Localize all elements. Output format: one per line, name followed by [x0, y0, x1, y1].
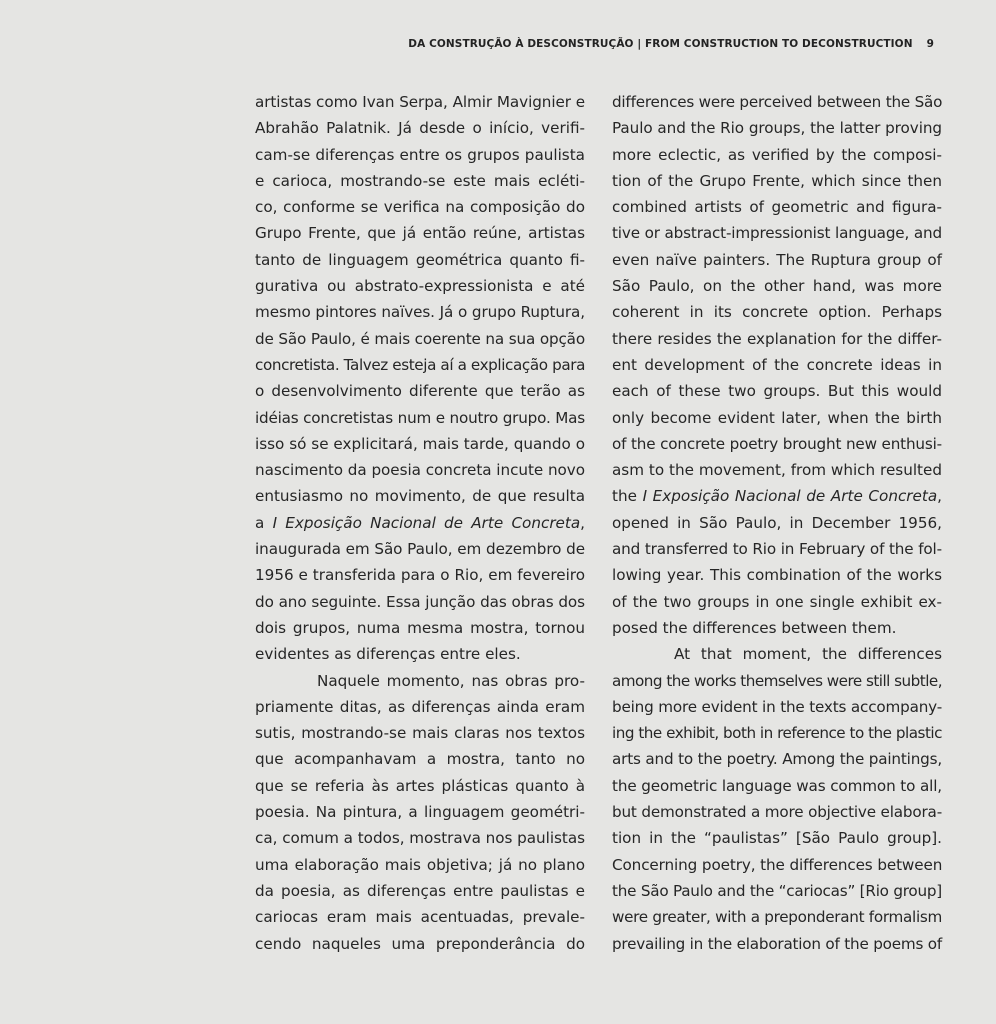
text-line: Paulo and the Rio groups, the latter proving — [612, 119, 943, 138]
text-line: tion in the “paulistas” [São Paulo group]. — [612, 829, 942, 848]
text-line: only become evident later, when the birth — [612, 408, 942, 427]
text-line: cendo naqueles uma preponderância do — [255, 934, 585, 953]
text-line: de São Paulo, é mais coerente na sua opção — [255, 329, 585, 348]
text-line: entusiasmo no movimento, de que resulta — [255, 487, 585, 506]
text-line: cam-se diferenças entre os grupos paulista — [255, 145, 585, 164]
text-line: and transferred to Rio in February of the fol- — [612, 540, 942, 559]
text-line: ent development of the concrete ideas in — [612, 355, 942, 374]
text-line: artistas como Ivan Serpa, Almir Mavignier e — [255, 93, 586, 111]
text-line: Abrahão Palatnik. Já desde o início, verifi- — [255, 119, 585, 138]
line-prefix: a — [255, 513, 273, 532]
text-line: São Paulo, on the other hand, was more — [612, 277, 942, 296]
running-header — [408, 38, 934, 50]
text-line: cariocas eram mais acentuadas, prevale- — [255, 908, 585, 927]
text-line: the São Paulo and the “cariocas” [Rio group] — [612, 881, 942, 900]
line-suffix: , — [937, 487, 942, 506]
text-line: prevailing in the elaboration of the poems of — [612, 934, 942, 953]
text-line: differences were perceived between the São — [612, 93, 943, 111]
text-line: gurativa ou abstrato-expressionista e até — [255, 277, 585, 296]
text-line: co, conforme se verifica na composição do — [255, 198, 585, 217]
text-line: arts and to the poetry. Among the paintings, — [612, 750, 942, 769]
text-line: but demonstrated a more objective elabora- — [612, 803, 942, 822]
english-column — [612, 89, 942, 957]
text-line: tanto de linguagem geométrica quanto fi- — [255, 250, 585, 269]
text-line: uma elaboração mais objetiva; já no plano — [255, 855, 585, 874]
text-line: among the works themselves were still subtle, — [612, 671, 943, 690]
text-line: asm to the movement, from which resulted — [612, 461, 942, 480]
paragraph-last-line: posed the differences between them. — [612, 618, 897, 637]
text-line: even naïve painters. The Ruptura group of — [612, 250, 942, 269]
exhibition-title: I Exposição Nacional de Arte Concreta — [272, 513, 581, 532]
text-line: dois grupos, numa mesma mostra, tornou — [255, 618, 585, 637]
text-line: ca, comum a todos, mostrava nos paulistas — [255, 829, 585, 848]
text-line: opened in São Paulo, in December 1956, — [612, 513, 942, 532]
line-suffix: , — [580, 513, 585, 532]
text-line: lowing year. This combination of the works — [612, 566, 942, 585]
text-line: each of these two groups. But this would — [612, 382, 942, 401]
text-line: of the two groups in one single exhibit ex- — [612, 592, 942, 611]
paragraph-first-line: Naquele momento, nas obras pro- — [317, 671, 585, 690]
text-line: being more evident in the texts accompany- — [612, 697, 942, 716]
text-line: there resides the explanation for the differ- — [612, 329, 942, 348]
text-line: ing the exhibit, both in reference to the plastic — [612, 724, 942, 743]
text-line: nascimento da poesia concreta incute novo — [255, 461, 585, 480]
page-number: 9 — [926, 38, 934, 50]
text-line: tion of the Grupo Frente, which since then — [612, 171, 942, 190]
text-line: inaugurada em São Paulo, em dezembro de — [255, 540, 586, 559]
text-line: Concerning poetry, the differences between — [612, 855, 943, 874]
text-line: combined artists of geometric and figura- — [612, 198, 942, 217]
line-prefix: the — [612, 487, 643, 506]
text-line: tive or abstract-impressionist language, and — [612, 224, 942, 243]
text-line-exhibition-title — [612, 483, 942, 509]
text-line: o desenvolvimento diferente que terão as — [255, 382, 585, 401]
text-line: e carioca, mostrando-se este mais ecléti- — [255, 171, 585, 190]
text-line: idéias concretistas num e noutro grupo. Mas — [255, 408, 585, 427]
text-line: da poesia, as diferenças entre paulistas e — [255, 881, 585, 900]
text-line: que se referia às artes plásticas quanto à — [255, 776, 585, 795]
text-line: concretista. Talvez esteja aí a explicação para — [255, 355, 585, 374]
running-title: DA CONSTRUÇÃO À DESCONSTRUÇÃO | FROM CONSTRUCTION TO DECONSTRUCTION — [408, 38, 913, 50]
text-line: more eclectic, as verified by the composi- — [612, 145, 942, 164]
text-line: que acompanhavam a mostra, tanto no — [255, 750, 585, 769]
text-line: do ano seguinte. Essa junção das obras dos — [255, 592, 586, 611]
text-line-exhibition-title — [255, 510, 585, 536]
portuguese-column — [255, 89, 585, 957]
text-line: poesia. Na pintura, a linguagem geométri- — [255, 803, 585, 822]
paragraph-first-line: At that moment, the differences — [674, 645, 942, 664]
text-line: coherent in its concrete option. Perhaps — [612, 303, 942, 322]
text-line: Grupo Frente, que já então reúne, artistas — [255, 224, 585, 243]
exhibition-title: I Exposição Nacional de Arte Concreta — [642, 487, 938, 506]
text-line: the geometric language was common to all, — [612, 776, 942, 795]
text-line: mesmo pintores naïves. Já o grupo Ruptura, — [255, 303, 585, 322]
text-line: were greater, with a preponderant formalism — [612, 908, 943, 927]
text-line: sutis, mostrando-se mais claras nos textos — [255, 724, 585, 743]
paragraph-last-line: evidentes as diferenças entre eles. — [255, 645, 521, 664]
text-line: of the concrete poetry brought new enthusi- — [612, 434, 942, 453]
text-line: 1956 e transferida para o Rio, em fevereiro — [255, 566, 585, 585]
text-line: isso só se explicitará, mais tarde, quando o — [255, 434, 585, 453]
text-line: priamente ditas, as diferenças ainda eram — [255, 697, 585, 716]
